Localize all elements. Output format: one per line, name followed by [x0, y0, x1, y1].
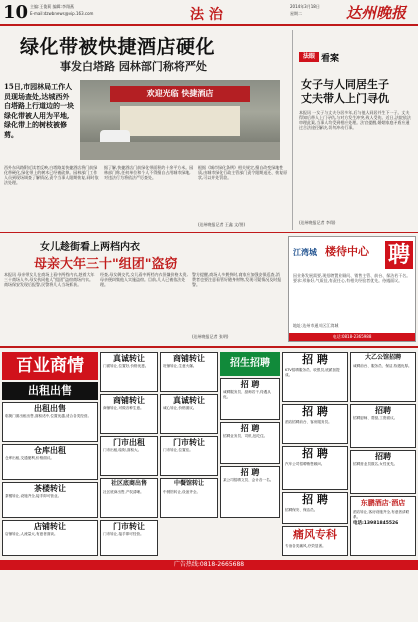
ad-text: 店铺转让,人流量大,有意者面谈。	[5, 532, 58, 536]
ad-transfer-1: 真诚转让 门面转让,位置好,价格优惠。	[100, 352, 158, 392]
ad-text: 诚心转让,价格面议。	[163, 406, 197, 410]
recruit-ad	[288, 236, 416, 342]
ad-store-col3: 门市转让 门市转让,位置佳。	[160, 436, 218, 476]
ad-tongfeng: 痛风专科 专治各类痛风,疗效显著。	[282, 526, 348, 556]
ad-text: 门市转让,位置佳。	[163, 448, 193, 452]
story2-body-col1: 本报讯 母亲带女儿在商场上看中两档内衣,趁着大年三十商场人多,母女伙同他人"组团"盗窃商场内衣。商场保安发现后报警,民警将几人当场抓获。	[4, 272, 95, 287]
ad-text: 临街门面出租出售,面积适中,位置优越,适合各类经营。	[5, 414, 92, 418]
divider-1	[0, 232, 418, 233]
ad-text: 招聘业务员、司机,包吃住。	[223, 434, 268, 438]
ad-shop-left: 店铺转让 店铺转让,人流量大,有意者面谈。	[2, 520, 98, 556]
feature-headline1: 女子与人同居生子	[301, 78, 389, 91]
issue-weekday: 星期二	[290, 11, 302, 16]
photo-pavement	[80, 142, 280, 160]
ad-text: 招聘保安、保洁员。	[285, 508, 318, 512]
ad-text: 酒店招聘前台、客房服务员。	[285, 420, 332, 424]
story1-photo	[80, 80, 280, 160]
zhaosheng-banner: 招生招聘	[220, 352, 280, 376]
ad-zhaopin-1: 招 聘 KTV招聘服务员、收银员,底薪加提成。	[282, 352, 348, 402]
ad-text: 招聘厨师、帮厨,工资面议。	[353, 416, 398, 420]
ad-recruit-col6-1: 招聘 招聘厨师、帮厨,工资面议。	[350, 404, 416, 448]
ad-text: 仓库出租,交通便利,价格面议。	[5, 456, 55, 460]
recruit-brand: 江湾城	[293, 247, 317, 257]
ad-recruit-col4-1: 招 聘 诚聘服务员、厨师若干,待遇从优。	[220, 378, 280, 420]
story2-pre: 女儿趁街看上两档内衣	[40, 242, 140, 253]
ad-text: 汽车公司招聘销售顾问。	[285, 462, 325, 466]
recruit-big-char: 聘	[385, 241, 413, 269]
ad-shop-col3-2: 真诚转让 诚心转让,价格面议。	[160, 394, 218, 434]
feature-box	[292, 30, 416, 230]
masthead	[0, 0, 418, 26]
ad-text: 诚聘前台、服务员、保洁,待遇优厚。	[353, 364, 412, 368]
story2-byline: (达州晚报记者 张明)	[192, 334, 229, 339]
ad-text: 诚聘服务员、厨师若干,待遇从优。	[223, 390, 271, 399]
feature-body: 本报讯 一女子与丈夫分居多年,后与他人同居并生下一子。丈夫得知后带人上门寻仇,与对方发生冲突,致人受伤。近日,法院依法审理此案,当事人均受到相应处理。法官提醒,婚姻家庭矛盾应通过合法途径解决,切勿冲动行事。	[299, 110, 411, 130]
ad-text: 茶楼转让,设施齐全,接手即可营业。	[5, 494, 62, 498]
feature-byline: (达州晚报记者 李翔)	[299, 220, 336, 225]
classifieds-subbanner: 出租出售	[2, 382, 98, 400]
recruit-phone: 电话:0818-2365988	[289, 333, 415, 341]
story2-body-col2: 经查,母女俩交代,女儿看中两档内衣但嫌价格太贵,母亲便纠集他人实施盗窃。目前,几人已被依法处理。	[100, 272, 188, 287]
story1-body-col2: 据了解,快捷酒店门前绿化带面积约十余平方米。园林部门称,任何单位和个人不得擅自占用城市绿地,对违法行为将依法严厉查处。	[104, 165, 194, 180]
ad-teahouse: 茶楼转让 茶楼转让,设施齐全,接手即可营业。	[2, 482, 98, 518]
ad-zhaopin-2: 招 聘 酒店招聘前台、客房服务员。	[282, 404, 348, 444]
classifieds-banner: 百业商情	[2, 352, 98, 380]
paper-logo: 达州晚报	[346, 4, 407, 22]
ad-dayi-recruit: 大乙公馆招聘 诚聘前台、服务员、保洁,待遇优厚。	[350, 352, 416, 402]
ad-text: 中餐馆转让,设备齐全。	[163, 490, 201, 494]
story1-headline: 绿化带被快捷酒店硬化	[20, 36, 216, 58]
ad-community-shop: 社区底商出售 社区底商出售,产权清晰。	[100, 478, 158, 518]
footer-space	[0, 572, 418, 622]
ad-text: 社区底商出售,产权清晰。	[103, 490, 144, 494]
ad-restaurant: 中餐馆转让 中餐馆转让,设备齐全。	[160, 478, 218, 518]
feature-headline2: 丈夫带人上门寻仇	[301, 92, 389, 105]
story1-subhead: 事发白塔路 园林部门称将严处	[60, 60, 207, 73]
feature-tag2: 看案	[321, 54, 340, 64]
ad-text: 门市出租,临街,面积大。	[103, 448, 142, 452]
story1-lead: 15日,市园林局工作人员现场查处,达城西外白塔路上行道边的一块绿化带被人用为平地,绿化带上的树枝被修剪。	[4, 82, 74, 139]
ad-warehouse: 仓库出租 仓库出租,交通便利,价格面议。	[2, 444, 98, 480]
story2-body-col3: 警方提醒,商场人多拥挤时,商家应加强安保巡查,消费者也要注意看管好随身财物,发现可疑情况及时报警。	[192, 272, 282, 287]
photo-storefront	[120, 106, 240, 136]
page-number: 10	[3, 2, 29, 23]
story1-body-col1: 西外东风路附近读者反映,白塔路某快捷酒店将门前绿化带硬化,绿化带上的树木已经被砍掉。园林部门工作人员到现场调查了解情况,责令当事人限期恢复,同时依法处理。	[4, 165, 99, 185]
ad-recruit-col4-3: 招 聘 某公司招聘文员、会计各一名。	[220, 466, 280, 518]
ad-text: KTV招聘服务员、收银员,底薪加提成。	[285, 368, 340, 377]
ad-text: 酒店转让,客房设施齐全,有意者请联系。	[353, 510, 410, 519]
ad-shop-col3-1: 商铺转让 旺铺转让,生意火爆。	[160, 352, 218, 392]
recruit-title: 楼待中心	[325, 245, 369, 258]
feature-tag: 法眼	[299, 52, 319, 62]
ad-text: 某公司招聘文员、会计各一名。	[223, 478, 274, 482]
ad-dongpeng: 东鹏酒店·酒店 酒店转让,客房设施齐全,有意者请联系。 电话:13981845526	[350, 496, 416, 556]
ad-zhaopin-4: 招 聘 招聘保安、保洁员。	[282, 492, 348, 524]
building-sign: 欢迎光临 快捷酒店	[110, 86, 250, 102]
recruit-address: 地址:达州市通川区江湾城	[293, 323, 339, 328]
story1-body-col3: 根据《城市绿化条例》相关规定,擅自改变绿地性质,由城市绿化行政主管部门责令限期退还、恢复原状,可以并处罚款。	[198, 165, 288, 180]
recruit-body: 因业务发展需要,现招聘置业顾问、销售主管、前台、保洁若干名。要求:形象好,气质佳,有责任心,有相关经验者优先。待遇面议。	[293, 273, 411, 283]
story2-headline: 母亲大年三十"组团"盗窃	[34, 257, 178, 272]
bottom-filler	[100, 520, 280, 556]
footer-ad-hotline: 广告热线:0818-2665688	[0, 560, 418, 570]
ad-text: 门面转让,位置好,价格优惠。	[103, 364, 149, 368]
story1-byline: (达州晚报记者 王鑫 文/图)	[198, 222, 246, 227]
editor-line: 主编:王俊莉 编辑:李翔燕	[30, 4, 74, 9]
ad-text: 招聘营业员数名,女性优先。	[353, 462, 398, 466]
issue-date: 2014年3月18日	[290, 4, 320, 9]
divider-2	[0, 346, 418, 348]
section-title: 法 治	[190, 7, 223, 23]
ad-shop-transfer: 商铺转让 商铺转让,可做各种生意。	[100, 394, 158, 434]
ad-text: 旺铺转让,生意火爆。	[163, 364, 197, 368]
ad-text: 专治各类痛风,疗效显著。	[285, 544, 326, 548]
ad-text: 商铺转让,可做各种生意。	[103, 406, 144, 410]
ad-store-transfer-2: 门市转让 门市转让,接手即可经营。	[100, 520, 158, 556]
ad-text: 门市转让,接手即可经营。	[103, 532, 144, 536]
ad-phone: 电话:13981845526	[353, 521, 399, 527]
email-line: E-mail:dzwbnews@vip.163.com	[30, 11, 94, 16]
ad-store-rent: 门市出租 门市出租,临街,面积大。	[100, 436, 158, 476]
ad-recruit-col6-2: 招聘 招聘营业员数名,女性优先。	[350, 450, 416, 494]
ad-recruit-col4-2: 招 聘 招聘业务员、司机,包吃住。	[220, 422, 280, 464]
ad-zhaopin-3: 招 聘 汽车公司招聘销售顾问。	[282, 446, 348, 490]
ad-rent-left-1: 出租出售 临街门面出租出售,面积适中,位置优越,适合各类经营。	[2, 402, 98, 442]
